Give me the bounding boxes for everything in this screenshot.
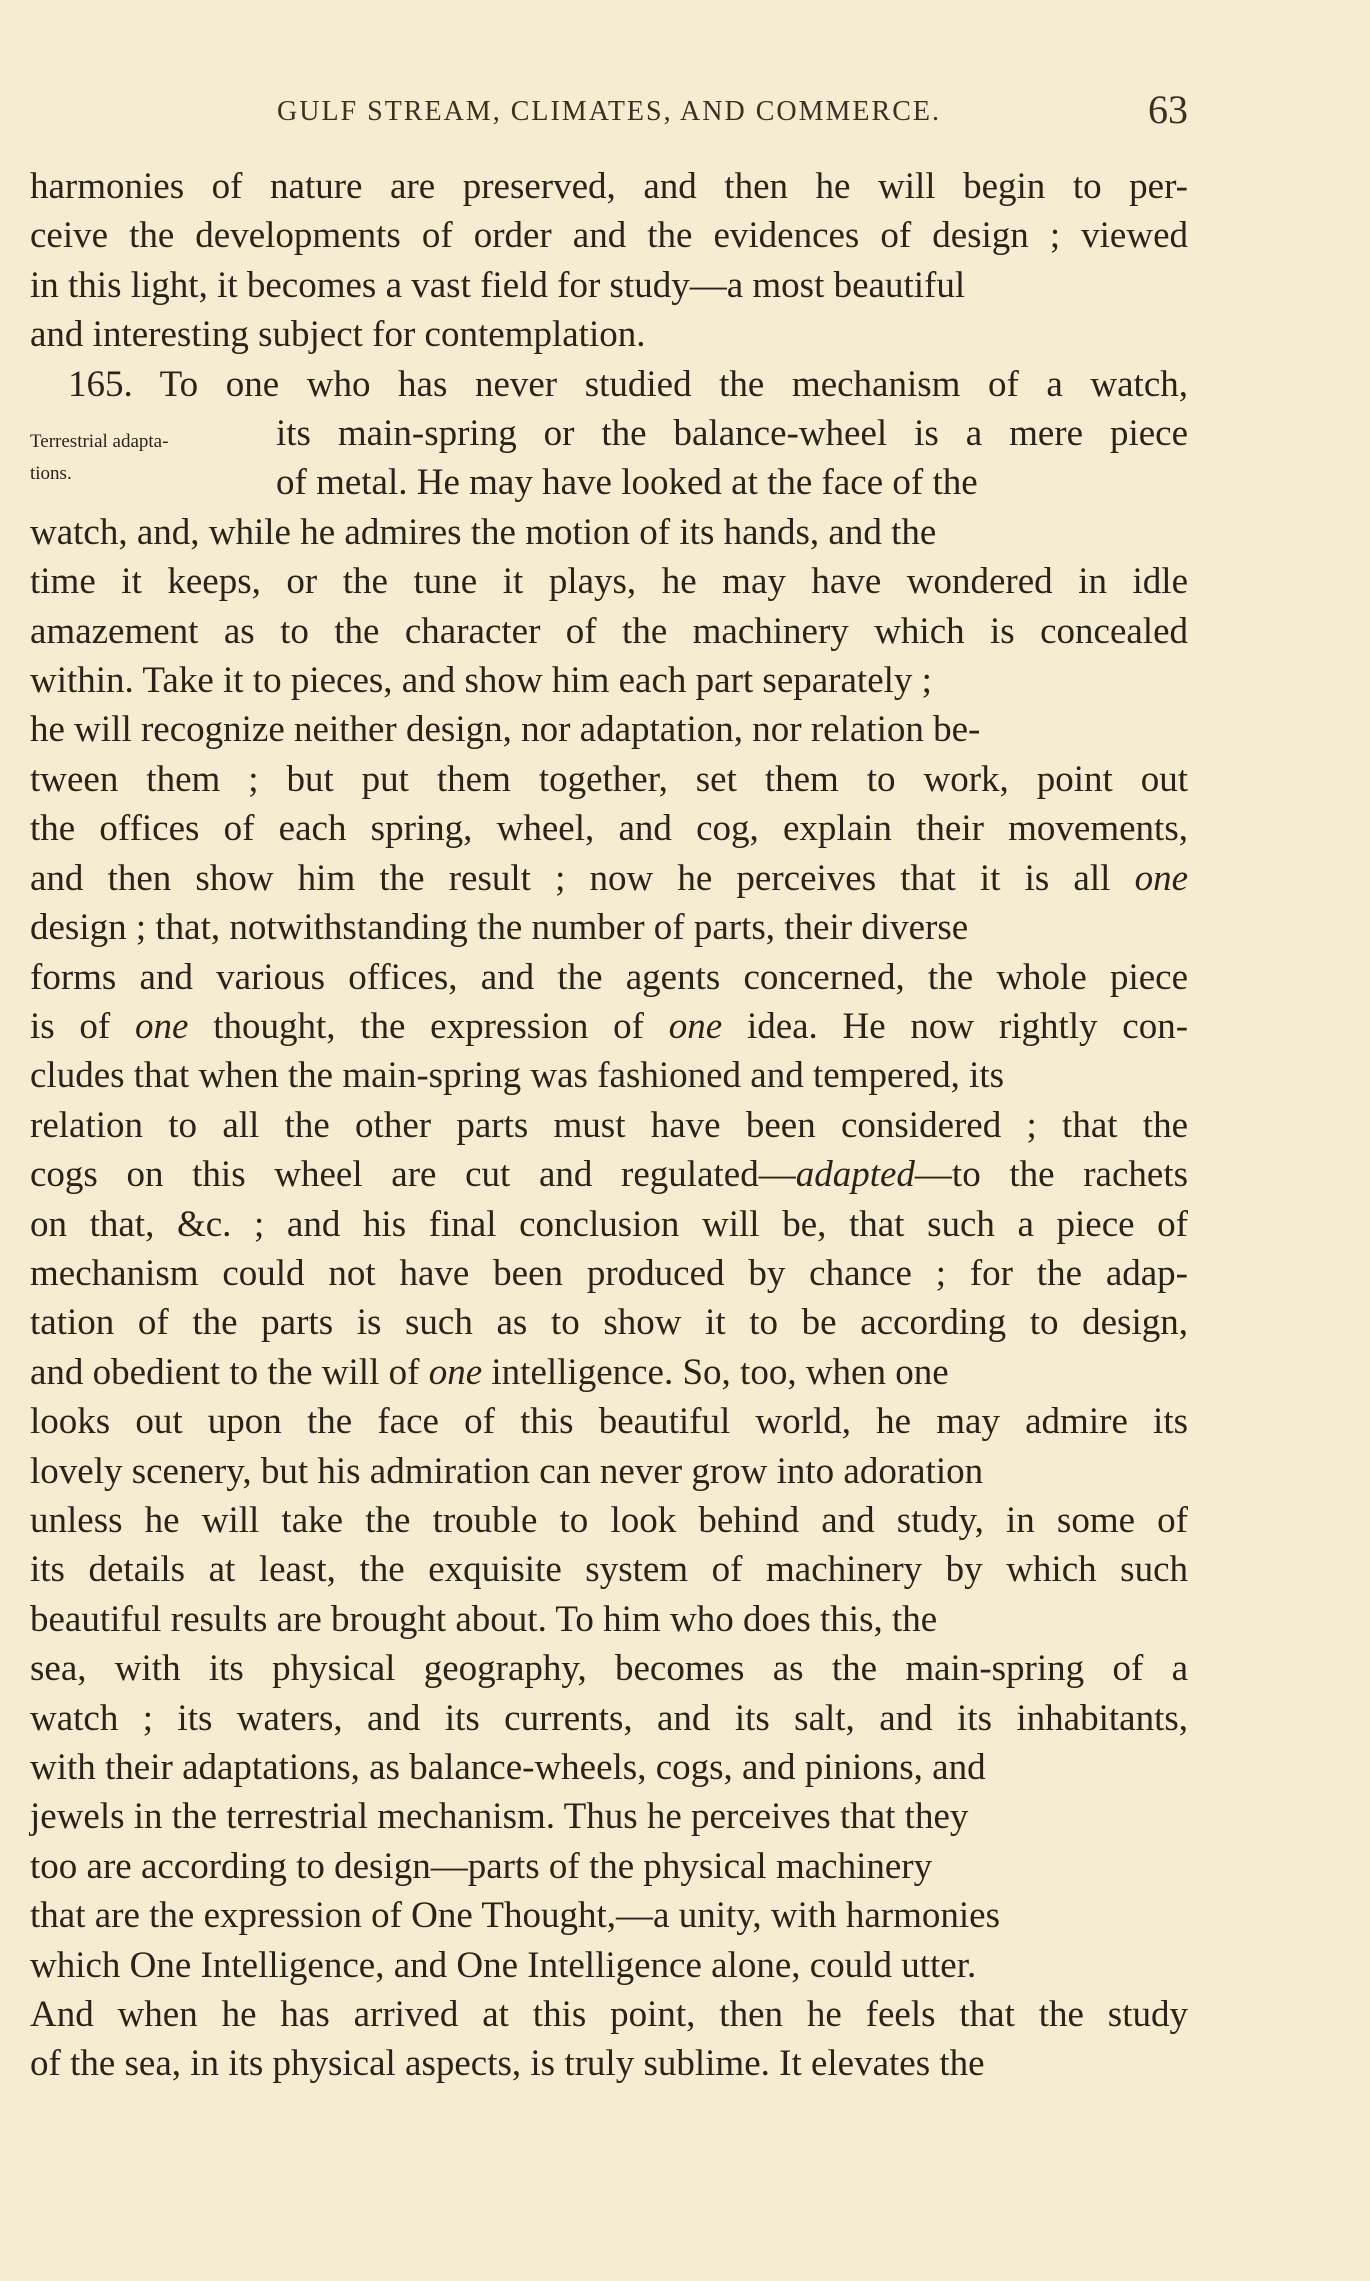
emphasis: one: [135, 1005, 189, 1047]
page-number: 63: [1148, 87, 1188, 132]
text-line: design ; that, notwithstanding the number of parts, their diverse: [30, 907, 969, 949]
text-line: mechanism could not have been produced by chance ; for the adap-: [30, 1252, 1188, 1294]
marginal-note-line: Terrestrial adapta-: [30, 431, 169, 452]
marginal-note-line: tions.: [30, 463, 72, 484]
emphasis: adapted: [795, 1154, 915, 1196]
text-line: forms and various offices, and the agents concerned, the whole piece: [30, 956, 1188, 998]
text-line: he will recognize neither design, nor adaptation, nor relation be-: [30, 709, 981, 751]
text-line: of metal. He may have looked at the face of the: [276, 462, 978, 504]
text-line: ceive the developments of order and the evidences of design ; viewed: [30, 215, 1188, 257]
text-line: relation to all the other parts must have been considered ; that the: [30, 1104, 1188, 1146]
text-line: within. Take it to pieces, and show him each part separately ;: [30, 660, 932, 702]
text-line: too are according to design—parts of the physical machinery: [30, 1845, 933, 1887]
text-line: time it keeps, or the tune it plays, he may have wondered in idle: [30, 561, 1188, 603]
text-line: jewels in the terrestrial mechanism. Thus he perceives that they: [30, 1796, 969, 1838]
text-line: that are the expression of One Thought,—a unity, with harmonies: [30, 1895, 1001, 1937]
running-title: GULF STREAM, CLIMATES, AND COMMERCE.: [277, 96, 941, 127]
text-line: looks out upon the face of this beautiful world, he may admire its: [30, 1401, 1188, 1443]
text-line: unless he will take the trouble to look behind and study, in some of: [30, 1499, 1188, 1541]
text-line: beautiful results are brought about. To him who does this, the: [30, 1598, 938, 1640]
emphasis: one: [428, 1351, 483, 1393]
text-line: watch ; its waters, and its currents, and its salt, and its inhabitants,: [30, 1697, 1188, 1739]
body-text: [30, 162, 1188, 2089]
text-line: its main-spring or the balance-wheel is a mere piece: [276, 413, 1188, 455]
text-line: which One Intelligence, and One Intelligence alone, could utter.: [30, 1944, 977, 1986]
text-line: And when he has arrived at this point, then he feels that the study: [30, 1994, 1188, 2036]
text-line: lovely scenery, but his admiration can never grow into adoration: [30, 1450, 984, 1492]
text-line: cogs on this wheel are cut and regulated—adapted—to the rachets: [30, 1154, 1188, 1196]
text-line: watch, and, while he admires the motion of its hands, and the: [30, 511, 937, 553]
text-line: tation of the parts is such as to show it to be according to design,: [30, 1302, 1188, 1344]
text-line: its details at least, the exquisite system of machinery by which such: [30, 1549, 1188, 1591]
text-line: and obedient to the will of one intelligence. So, too, when one: [30, 1351, 949, 1393]
emphasis: one: [1134, 857, 1189, 899]
text-line: with their adaptations, as balance-wheels, cogs, and pinions, and: [30, 1747, 986, 1788]
text-line: on that, &c. ; and his final conclusion will be, that such a piece of: [30, 1203, 1188, 1245]
text-line: tween them ; but put them together, set them to work, point out: [30, 758, 1188, 800]
text-line: amazement as to the character of the machinery which is concealed: [30, 610, 1188, 652]
text-line: in this light, it becomes a vast field for study—a most beautiful: [30, 264, 966, 306]
paragraph-start-line: 165. To one who has never studied the mechanism of a watch,: [68, 363, 1188, 405]
text-line: sea, with its physical geography, becomes as the main-spring of a: [30, 1648, 1188, 1690]
text-line: and interesting subject for contemplation.: [30, 314, 646, 356]
text-line: is of one thought, the expression of one idea. He now rightly con-: [30, 1005, 1189, 1047]
page-header: [30, 82, 1188, 142]
text-line: harmonies of nature are preserved, and then he will begin to per-: [30, 166, 1188, 207]
text-line: and then show him the result ; now he perceives that it is all one: [30, 857, 1189, 899]
text-line: the offices of each spring, wheel, and cog, explain their movements,: [30, 808, 1188, 850]
emphasis: one: [668, 1005, 723, 1047]
text-line: of the sea, in its physical aspects, is truly sublime. It elevates the: [30, 2043, 985, 2085]
text-line: cludes that when the main-spring was fashioned and tempered, its: [30, 1055, 1005, 1097]
